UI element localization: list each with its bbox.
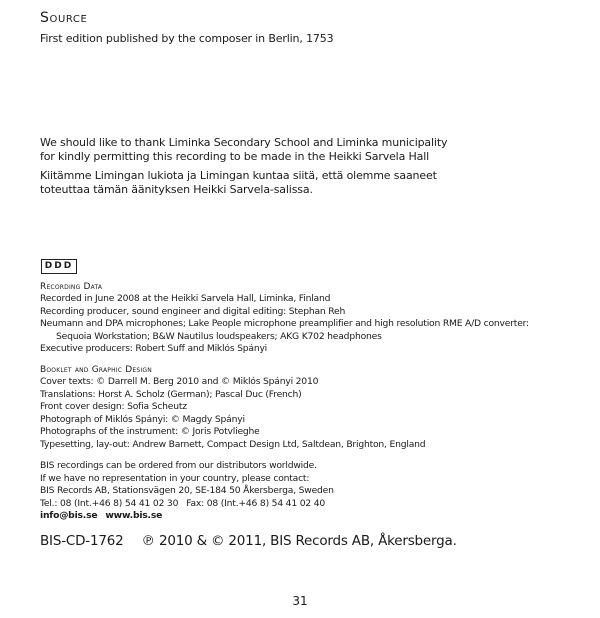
recording-data-line: Recording producer, sound engineer and digital editing: Stephan Reh	[40, 305, 346, 317]
email-link[interactable]: info@bis.se	[40, 510, 98, 522]
distribution-section	[40, 460, 334, 523]
contact-online	[40, 510, 334, 523]
source-text: First edition published by the composer in Berlin, 1753	[40, 32, 334, 45]
thanks-english	[40, 136, 447, 164]
distribution-line: BIS recordings can be ordered from our distributors worldwide.	[40, 460, 317, 471]
source-heading: Source	[40, 10, 88, 26]
distribution-line: If we have no representation in your country, please contact:	[40, 472, 310, 484]
recording-data-line: Recorded in June 2008 at the Heikki Sarvela Hall, Liminka, Finland	[40, 293, 331, 304]
distribution-line: BIS Records AB, Stationsvägen 20, SE-184 50 Åkersberga, Sweden	[40, 485, 334, 497]
recording-data-line: Neumann and DPA microphones; Lake People microphone preamplifier and high resolution RME A/D converter:	[40, 318, 529, 330]
booklet-line: Photograph of Miklós Spányi: © Magdy Spányi	[40, 413, 245, 425]
contact-phone-fax	[40, 498, 334, 511]
booklet-line: Typesetting, lay-out: Andrew Barnett, Compact Design Ltd, Saltdean, Brighton, England	[40, 438, 426, 450]
recording-data-section	[40, 281, 529, 356]
thanks-english-line: for kindly permitting this recording to be made in the Heikki Sarvela Hall	[40, 150, 430, 163]
booklet-line: Front cover design: Sofia Scheutz	[40, 401, 187, 413]
booklet-line: Cover texts: © Darrell M. Berg 2010 and © Miklós Spányi 2010	[40, 376, 319, 387]
recording-data-line: Executive producers: Robert Suff and Miklós Spányi	[40, 343, 268, 355]
thanks-finnish-line: toteuttaa tämän äänityksen Heikki Sarvela-salissa.	[40, 183, 313, 196]
thanks-finnish-line: Kiitämme Limingan lukiota ja Limingan kuntaa siitä, että olemme saaneet	[40, 169, 437, 182]
telephone: Tel.: 08 (Int.+46 8) 54 41 02 30	[40, 497, 179, 509]
page-number: 31	[292, 594, 308, 608]
booklet-heading: Booklet and Graphic Design	[40, 365, 152, 375]
booklet-line: Photographs of the instrument: © Joris Potvlieghe	[40, 426, 260, 438]
recording-data-line: Sequoia Workstation; B&W Nautilus loudspeakers; AKG K702 headphones	[56, 330, 382, 342]
catalogue-line	[40, 533, 457, 549]
catalogue-number: BIS-CD-1762	[40, 533, 124, 549]
website-link[interactable]: www.bis.se	[105, 510, 163, 522]
thanks-english-line: We should like to thank Liminka Secondary School and Liminka municipality	[40, 136, 448, 149]
thanks-finnish	[40, 169, 437, 197]
fax: Fax: 08 (Int.+46 8) 54 41 02 40	[186, 497, 325, 509]
copyright-notice: ℗ 2010 & © 2011, BIS Records AB, Åkersberga.	[141, 533, 457, 549]
booklet-section	[40, 364, 425, 452]
ddd-badge: DDD	[41, 259, 77, 274]
booklet-line: Translations: Horst A. Scholz (German); Pascal Duc (French)	[40, 388, 302, 400]
recording-data-heading: Recording Data	[40, 282, 103, 292]
